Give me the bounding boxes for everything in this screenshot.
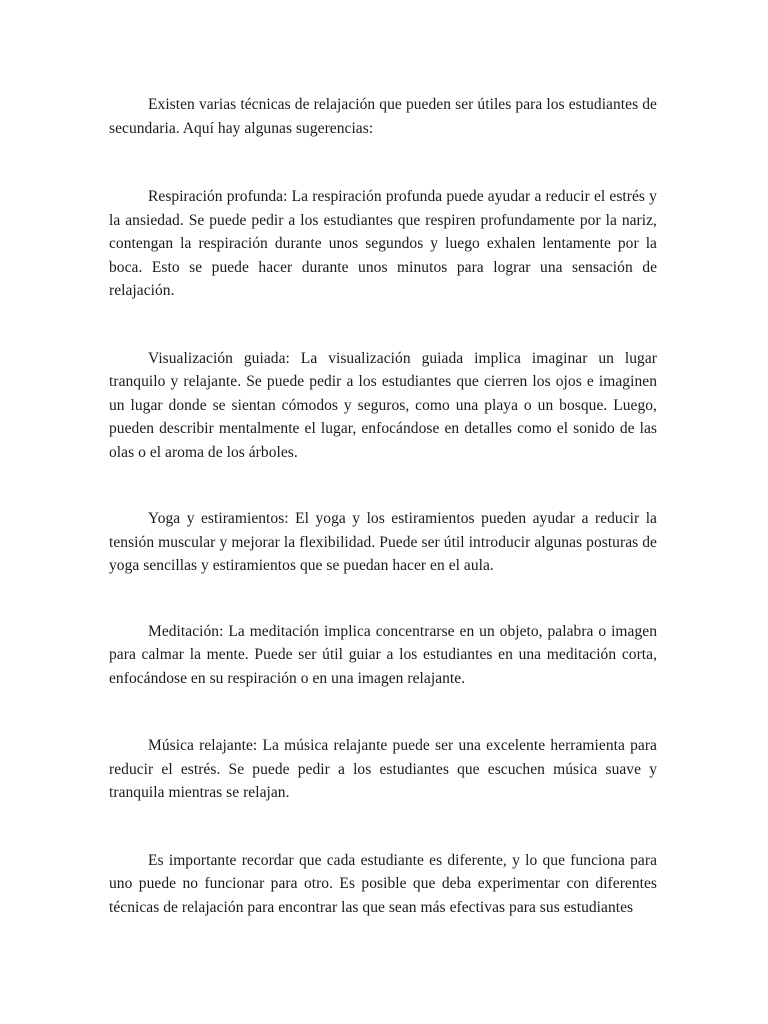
intro-paragraph: Existen varias técnicas de relajación que pueden ser útiles para los estudiantes de secundaria. Aquí hay algunas sugerencias: [109,96,657,137]
guided-visualization-paragraph: Visualización guiada: La visualización guiada implica imaginar un lugar tranquilo y relajante. Se puede pedir a los estudiantes que cierren los ojos e imaginen un lugar donde se sientan cómodos y seguros, como una playa o un bosque. Luego, pueden describir mentalmente el lugar, enfocándose en detalles como el sonido de las olas o el aroma de los árboles. [109,349,657,461]
meditation-paragraph: Meditación: La meditación implica concentrarse en un objeto, palabra o imagen para calmar la mente. Puede ser útil guiar a los estudiantes en una meditación corta, enfocándose en su respiración o en una imagen relajante. [109,622,657,687]
yoga-stretching-paragraph: Yoga y estiramientos: El yoga y los estiramientos pueden ayudar a reducir la tensión muscular y mejorar la flexibilidad. Puede ser útil introducir algunas posturas de yoga sencillas y estiramientos que se puedan hacer en el aula. [109,510,657,574]
relaxing-music-paragraph: Música relajante: La música relajante puede ser una excelente herramienta para reducir el estrés. Se puede pedir a los estudiantes que escuchen música suave y tranquila mientras se relajan. [109,737,657,801]
deep-breathing-paragraph: Respiración profunda: La respiración profunda puede ayudar a reducir el estrés y la ansiedad. Se puede pedir a los estudiantes que respiren profundamente por la nariz, contengan la respiración durante unos segundos y luego exhalen lentamente por la boca. Esto se puede hacer durante unos minutos para lograr una sensación de relajación. [109,188,657,299]
document-body [109,93,657,919]
conclusion-paragraph: Es importante recordar que cada estudiante es diferente, y lo que funciona para uno puede no funcionar para otro. Es posible que deba experimentar con diferentes técnicas de relajación para encontrar las que sean más efectivas para sus estudiantes [109,851,657,916]
